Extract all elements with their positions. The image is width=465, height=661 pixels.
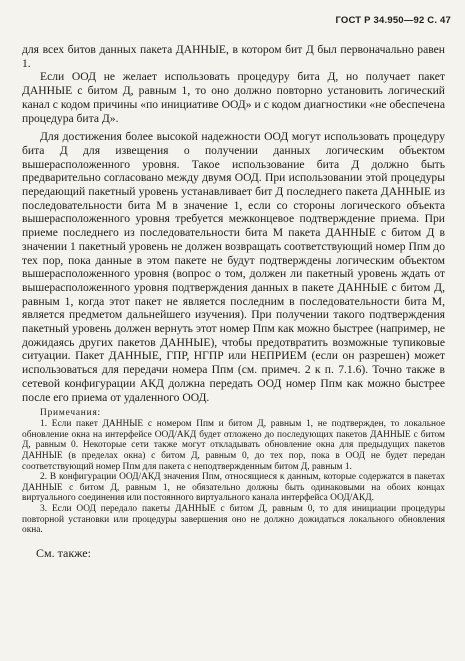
- see-also-heading: См. также:: [36, 545, 91, 560]
- document-body: [22, 43, 445, 561]
- note-2: 2. В конфигурации ООД/АКД значения Ппм, относящиеся к данным, которые содержатся в пакетах ДАННЫЕ с битом Д, равным 1, не обязательно должны быть одинаковыми на обоих концах виртуального соединения или постоянного виртуального канала интерфейса ООД/АКД.: [22, 472, 445, 504]
- notes-title: Примечания:: [40, 408, 101, 419]
- paragraph-d-bit-reliability: Для достижения более высокой надежности ООД могут использовать процедуру бита Д для извещения о получении данных логическим объектом вышерасположенного уровня. Такое использование бита Д должно быть предварительно согласовано между двумя ООД. При использовании этой процедуры передающий пакетный уровень устанавливает бит Д последнего пакета ДАННЫЕ из последовательности бита М в значение 1, если со стороны логического объекта вышерасположенного уровня требуется межконцевое подтверждение приема. При приеме последнего из последовательности бита М пакета ДАННЫЕ с битом Д в значении 1 пакетный уровень не должен возвращать соответствующий номер Ппм до тех пор, пока данные в этом пакете не будут подтверждены логическим объектом вышерасположенного уровня (вопрос о том, должен ли пакетный уровень ждать от вышерасположенного уровня подтверждения данных в пакете ДАННЫЕ с битом Д, равным 1, когда этот пакет не является последним в последовательности бита М, является предметом дальнейшего изучения). При получении такого подтверждения пакетный уровень должен вернуть этот номер Ппм как можно быстрее (например, не дожидаясь других пакетов ДАННЫЕ), чтобы предотвратить возможные тупиковые ситуации. Пакет ДАННЫЕ, ГПР, НГПР или НЕПРИЕМ (если он разрешен) может использоваться для передачи номера Ппм (см. примеч. 2 к п. 7.1.6). Точно также в сетевой конфигурации АКД должна передать ООД номер Ппм как можно быстрее после его приема от удаленного ООД.: [22, 130, 445, 404]
- page-header: ГОСТ Р 34.950—92 С. 47: [335, 15, 451, 26]
- note-1: 1. Если пакет ДАННЫЕ с номером Ппм и битом Д, равным 1, не подтвержден, то локальное обновление окна на интерфейсе ООД/АКД будет отложено до последующих пакетов ДАННЫЕ с битом Д, равным 0. Некоторые сети также могут откладывать обновление окна для предыдущих пакетов ДАННЫЕ (в пределах окна) с битом Д, равным 0, до тех пор, пока в ООД не будет передан соответствующий номер Ппм для пакета с неподтвержденным битом Д, равным 1.: [22, 419, 445, 472]
- paragraph-d-bit-refusal: Если ООД не желает использовать процедуру бита Д, но получает пакет ДАННЫЕ с битом Д, равным 1, то оно должно повторно установить логический канал с кодом причины «по инициативе ООД» и с кодом диагностики «не обеспечена процедура бита Д».: [22, 70, 445, 125]
- paragraph-continuation: для всех битов данных пакета ДАННЫЕ, в котором бит Д был первоначально равен 1.: [22, 43, 445, 70]
- note-3: 3. Если ООД передало пакеты ДАННЫЕ с битом Д, равным 0, то для инициации процедуры повторной установки или процедуры завершения оно не должно дожидаться локального обновления окна.: [22, 504, 445, 536]
